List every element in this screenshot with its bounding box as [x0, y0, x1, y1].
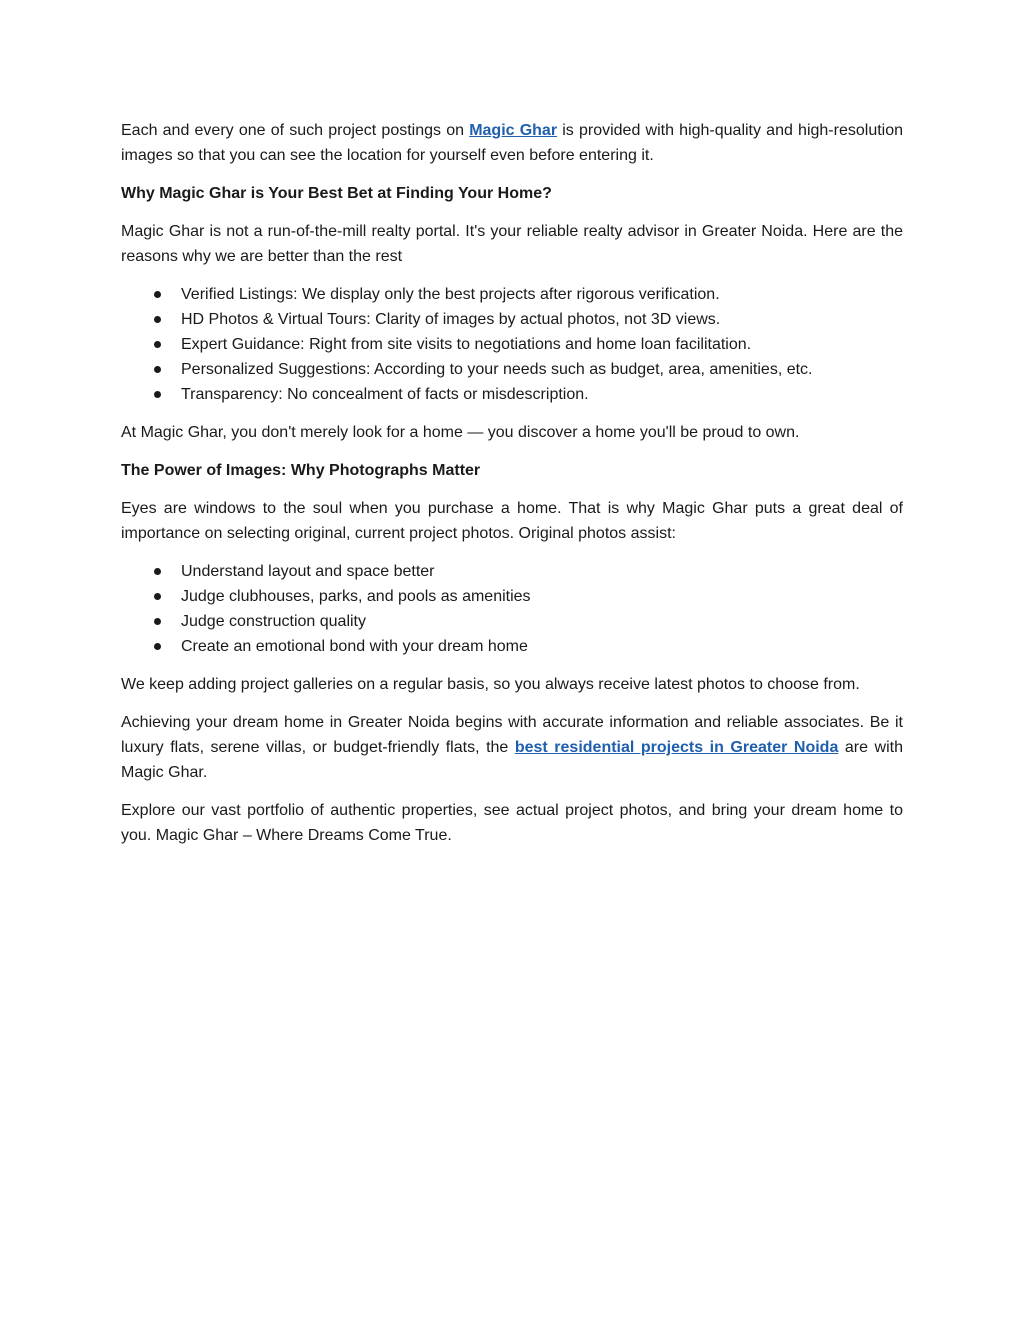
list-item-text: Expert Guidance: Right from site visits to negotiations and home loan facilitation.	[181, 336, 752, 353]
bullet-icon	[154, 593, 161, 600]
list-item-text: Create an emotional bond with your dream home	[181, 638, 528, 655]
list-item	[121, 609, 903, 634]
bullet-icon	[154, 366, 161, 373]
list-item-text: Personalized Suggestions: According to your needs such as budget, area, amenities, etc.	[181, 361, 813, 378]
section2-closing: We keep adding project galleries on a regular basis, so you always receive latest photos to choose from.	[121, 676, 860, 693]
list-item	[121, 357, 903, 382]
final-paragraph: Explore our vast portfolio of authentic properties, see actual project photos, and bring your dream home to you. Magic Ghar – Where Dreams Come True.	[121, 802, 903, 844]
list-item-text: Understand layout and space better	[181, 563, 435, 580]
bullet-icon	[154, 618, 161, 625]
section1-heading: Why Magic Ghar is Your Best Bet at Finding Your Home?	[121, 185, 552, 202]
conclusion-text-after: are with Magic Ghar.	[121, 739, 904, 781]
list-item	[121, 559, 903, 584]
conclusion-text-before: Achieving your dream home in Greater Noida begins with accurate information and reliable associates. Be it luxury flats, serene villas, or budget-friendly flats, the	[121, 714, 903, 756]
list-item	[121, 307, 903, 332]
bullet-icon	[154, 291, 161, 298]
intro-text-before: Each and every one of such project postings on	[121, 122, 470, 139]
intro-text-after: is provided with high-quality and high-resolution images so that you can see the location for yourself even before entering it.	[121, 122, 904, 164]
list-item	[121, 584, 903, 609]
section2-list	[121, 559, 903, 659]
intro-paragraph	[121, 118, 903, 168]
bullet-icon	[154, 568, 161, 575]
list-item-text: Verified Listings: We display only the best projects after rigorous verification.	[181, 286, 720, 303]
list-item-text: Transparency: No concealment of facts or misdescription.	[181, 386, 589, 403]
section1-list	[121, 282, 903, 407]
magic-ghar-link[interactable]: Magic Ghar	[469, 122, 558, 139]
section2-heading: The Power of Images: Why Photographs Matter	[121, 462, 481, 479]
document-page	[121, 118, 903, 861]
bullet-icon	[154, 316, 161, 323]
list-item-text: HD Photos & Virtual Tours: Clarity of images by actual photos, not 3D views.	[181, 311, 721, 328]
section1-closing: At Magic Ghar, you don't merely look for a home — you discover a home you'll be proud to own.	[121, 424, 800, 441]
list-item-text: Judge clubhouses, parks, and pools as amenities	[181, 588, 531, 605]
best-residential-projects-link[interactable]: best residential projects in Greater Noida	[514, 739, 839, 756]
list-item	[121, 634, 903, 659]
bullet-icon	[154, 341, 161, 348]
list-item	[121, 382, 903, 407]
section1-paragraph: Magic Ghar is not a run-of-the-mill realty portal. It's your reliable realty advisor in Greater Noida. Here are the reasons why we are better than the rest	[121, 223, 903, 265]
list-item	[121, 332, 903, 357]
list-item-text: Judge construction quality	[181, 613, 366, 630]
bullet-icon	[154, 391, 161, 398]
conclusion-paragraph	[121, 710, 903, 785]
section2-paragraph: Eyes are windows to the soul when you purchase a home. That is why Magic Ghar puts a great deal of importance on selecting original, current project photos. Original photos assist:	[121, 500, 903, 542]
bullet-icon	[154, 643, 161, 650]
list-item	[121, 282, 903, 307]
